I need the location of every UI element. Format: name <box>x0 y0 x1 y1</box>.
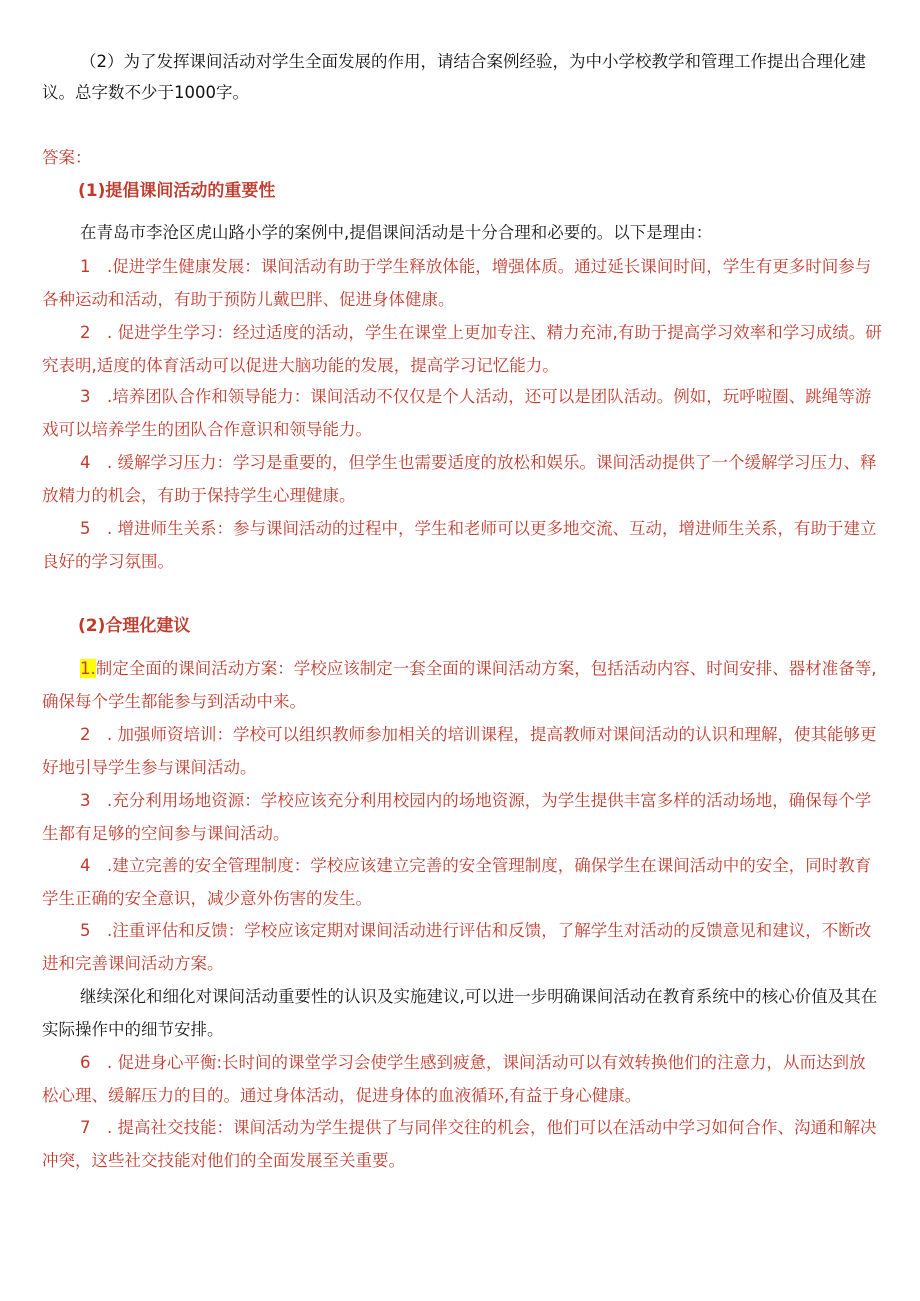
highlighted-number: 1. <box>80 659 96 678</box>
section1-heading: (1)提倡课间活动的重要性 <box>78 181 276 201</box>
section2-item-7: 7 . 提高社交技能：课间活动为学生提供了与同伴交往的机会，他们可以在活动中学习如何合作、沟通和解决冲突，这些社交技能对他们的全面发展至关重要。 <box>42 1118 877 1170</box>
section2-item-5: 5 .注重评估和反馈：学校应该定期对课间活动进行评估和反馈，了解学生对活动的反馈意见和建议，不断改进和完善课间活动方案。 <box>42 921 872 973</box>
section1-intro: 在青岛市李沧区虎山路小学的案例中,提倡课间活动是十分合理和必要的。以下是理由： <box>80 223 713 242</box>
section1-item-2: 2 . 促进学生学习：经过适度的活动，学生在课堂上更加专注、精力充沛,有助于提高学习效率和学习成绩。研究表明,适度的体育活动可以促进大脑功能的发展，提高学习记忆能力。 <box>42 323 882 375</box>
section2-item-1: 1.制定全面的课间活动方案：学校应该制定一套全面的课间活动方案，包括活动内容、时间安排、器材准备等,确保每个学生都能参与到活动中来。 <box>42 659 877 711</box>
section1-item-3: 3 .培养团队合作和领导能力：课间活动不仅仅是个人活动，还可以是团队活动。例如，玩呼啦圈、跳绳等游戏可以培养学生的团队合作意识和领导能力。 <box>42 387 872 439</box>
section1-item-5: 5 . 增进师生关系：参与课间活动的过程中，学生和老师可以更多地交流、互动，增进师生关系，有助于建立良好的学习氛围。 <box>42 519 877 571</box>
section1-item-1: 1 .促进学生健康发展：课间活动有助于学生释放体能，增强体质。通过延长课间时间，学生有更多时间参与各种运动和活动，有助于预防儿戴巴胖、促进身体健康。 <box>42 257 872 309</box>
question-text: （2）为了发挥课间活动对学生全面发展的作用，请结合案例经验，为中小学校教学和管理工作提出合理化建议。总字数不少于1000字。 <box>42 52 866 102</box>
continuation-paragraph: 继续深化和细化对课间活动重要性的认识及实施建议,可以进一步明确课间活动在教育系统中的核心价值及其在实际操作中的细节安排。 <box>42 987 878 1039</box>
section2-heading: (2)合理化建议 <box>78 616 191 636</box>
section2-item-3: 3 .充分利用场地资源：学校应该充分利用校园内的场地资源，为学生提供丰富多样的活动场地，确保每个学生都有足够的空间参与课间活动。 <box>42 791 872 843</box>
section2-item-4: 4 .建立完善的安全管理制度：学校应该建立完善的安全管理制度，确保学生在课间活动中的安全，同时教育学生正确的安全意识，减少意外伤害的发生。 <box>42 856 872 908</box>
section2-item-6: 6 . 促进身心平衡:长时间的课堂学习会使学生感到疲惫，课间活动可以有效转换他们的注意力，从而达到放松心理、缓解压力的目的。通过身体活动，促进身体的血液循环,有益于身心健康。 <box>42 1053 866 1105</box>
section2-item-2: 2 . 加强师资培训：学校可以组织教师参加相关的培训课程，提高教师对课间活动的认识和理解，使其能够更好地引导学生参与课间活动。 <box>42 725 877 777</box>
section1-item-4: 4 . 缓解学习压力：学习是重要的，但学生也需要适度的放松和娱乐。课间活动提供了一个缓解学习压力、释放精力的机会，有助于保持学生心理健康。 <box>42 453 877 505</box>
answer-label: 答案： <box>42 148 92 167</box>
